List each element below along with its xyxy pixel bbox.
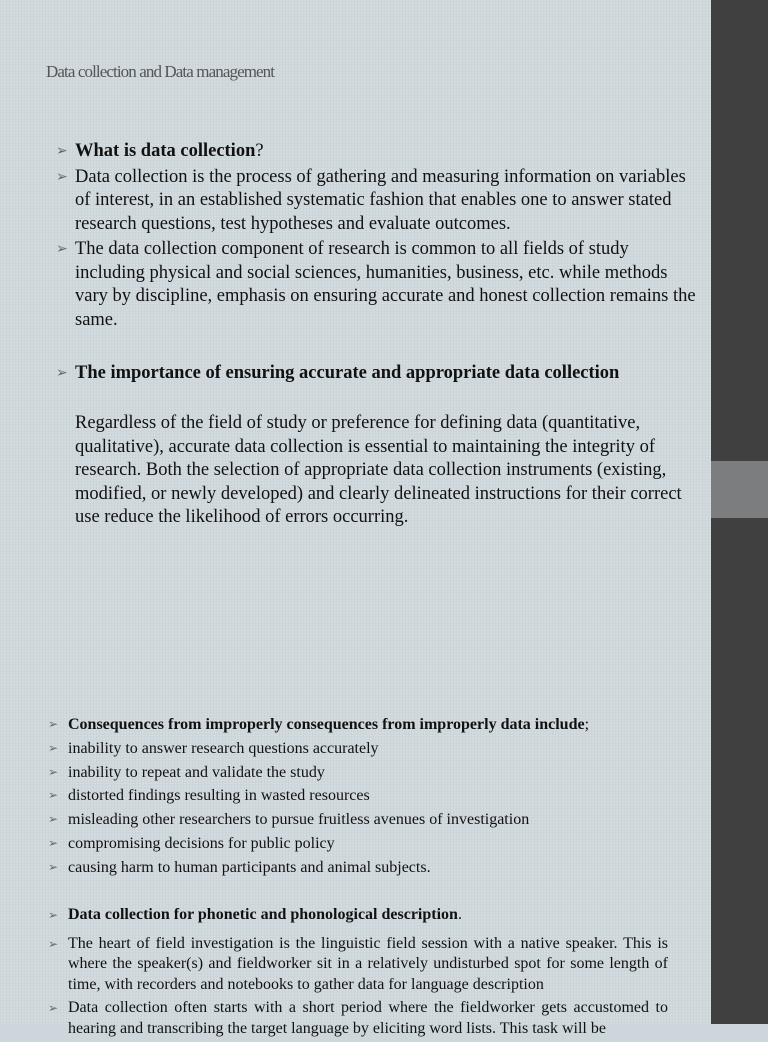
arrow-bullet-icon: ➢	[48, 936, 59, 951]
slide-sidebar	[711, 0, 768, 1024]
intro-bullet-list	[56, 140, 696, 388]
arrow-bullet-icon: ➢	[48, 740, 59, 755]
list-item	[48, 737, 688, 761]
definition-text: Data collection is the process of gathering and measuring information on variables of interest, in an established systematic fashion that enables one to answer stated research questions, test hypotheses and evaluate outcomes.	[75, 166, 686, 234]
arrow-bullet-icon: ➢	[48, 1001, 59, 1015]
arrow-bullet-icon: ➢	[48, 859, 59, 874]
list-item	[48, 832, 688, 856]
list-item	[48, 934, 668, 996]
sidebar-accent-block	[711, 461, 768, 518]
document-title: Data collection and Data management	[46, 62, 275, 81]
heading-suffix: ;	[584, 716, 590, 733]
list-item	[48, 761, 688, 785]
arrow-bullet-icon: ➢	[56, 241, 68, 257]
list-item	[56, 166, 696, 237]
consequence-text: causing harm to human participants and animal subjects.	[68, 858, 431, 876]
arrow-bullet-icon: ➢	[48, 835, 59, 850]
data-collection-text: Data collection often starts with a short period where the fieldworker gets accustomed to hearing and transcribing the target language by eliciting word lists. This task will be	[68, 999, 668, 1037]
consequences-list	[48, 713, 688, 880]
arrow-bullet-icon: ➢	[48, 788, 59, 803]
question-heading: What is data collection	[75, 141, 256, 161]
phonetic-heading: Data collection for phonetic and phonological description	[68, 906, 458, 923]
importance-paragraph: Regardless of the field of study or preference for defining data (quantitative, qualitative), accurate data collection is essential to maintaining the integrity of research. Both the selection of appropriate data collection instruments (existing, modified, or newly developed) and clearly delineated instructions for their correct use reduce the likelihood of errors occurring.	[75, 413, 682, 527]
importance-heading: The importance of ensuring accurate and appropriate data collection	[75, 363, 620, 383]
consequence-text: compromising decisions for public policy	[68, 834, 335, 852]
list-item	[48, 905, 668, 926]
list-item	[48, 856, 688, 880]
consequence-text: inability to answer research questions accurately	[68, 739, 379, 757]
arrow-bullet-icon: ➢	[56, 168, 68, 185]
list-item	[48, 784, 688, 808]
heading-suffix: .	[457, 906, 462, 923]
list-item	[48, 998, 668, 1039]
arrow-bullet-icon: ➢	[48, 812, 59, 827]
list-item	[56, 238, 696, 332]
arrow-bullet-icon: ➢	[56, 143, 68, 159]
arrow-bullet-icon: ➢	[48, 764, 59, 779]
question-mark: ?	[255, 141, 264, 161]
list-item	[56, 140, 696, 164]
consequences-heading: Consequences from improperly consequences from improperly data include	[68, 716, 585, 733]
list-item	[48, 713, 688, 737]
arrow-bullet-icon: ➢	[48, 908, 59, 922]
consequence-text: distorted findings resulting in wasted resources	[68, 787, 370, 805]
field-session-text: The heart of field investigation is the linguistic field session with a native speaker. This is where the speaker(s) and fieldworker sit in a relatively undisturbed spot for some length of time, with recorders and notebooks to gather data for language description	[68, 934, 668, 993]
arrow-bullet-icon: ➢	[56, 365, 68, 381]
arrow-bullet-icon: ➢	[48, 717, 59, 731]
phonetic-list	[48, 905, 668, 1042]
consequence-text: misleading other researchers to pursue fruitless avenues of investigation	[68, 811, 530, 829]
list-item	[48, 808, 688, 832]
component-text: The data collection component of research is common to all fields of study including physical and social sciences, humanities, business, etc. while methods vary by discipline, emphasis on ensuring accurate and honest collection remains the same.	[75, 239, 696, 330]
list-item	[56, 362, 696, 386]
consequence-text: inability to repeat and validate the study	[68, 763, 325, 781]
